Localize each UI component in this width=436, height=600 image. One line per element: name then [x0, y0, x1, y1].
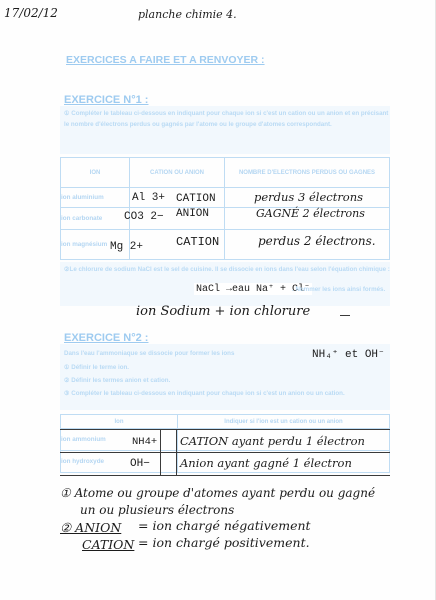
- answer-nh4: CATION ayant perdu 1 électron: [180, 434, 365, 448]
- answer-oh: Anion ayant gagné 1 électron: [180, 456, 352, 470]
- ion-name: ion aluminium: [61, 194, 104, 201]
- ion-name: ion carbonate: [61, 215, 103, 222]
- electrons-mg: perdus 2 électrons.: [258, 234, 376, 248]
- date-handwritten: 17/02/12: [4, 6, 58, 20]
- exercise-1-title: EXERCICE N°1 :: [64, 94, 149, 106]
- ex1-q2-part2: . Nommer les ions ainsi formés.: [292, 286, 386, 293]
- ex1-answer: ion Sodium + ion chlorure: [136, 304, 311, 319]
- main-title: EXERCICES A FAIRE ET A RENVOYER :: [66, 54, 265, 66]
- type-co3: ANION: [176, 208, 210, 220]
- ion-name: ion ammonium: [61, 436, 106, 443]
- formula-oh: OH−: [130, 458, 150, 470]
- answer-2-anion-label: ② ANION: [60, 520, 122, 535]
- ex1-equation: NaCl →eau Na⁺ + Cl⁻: [196, 284, 311, 295]
- formula-mg: Mg 2+: [110, 241, 144, 253]
- electrons-co3: GAGNÉ 2 électrons: [256, 207, 365, 220]
- ex1-col-electrons: NOMBRE D'ELECTRONS PERDUS OU GAGNES: [225, 158, 390, 188]
- ex2-ions: NH₄⁺ et OH⁻: [312, 349, 385, 361]
- ex2-item-2: ② Définir les termes anion et cation.: [64, 377, 171, 384]
- ex2-border-mid: [60, 452, 390, 453]
- planche-handwritten: planche chimie 4.: [138, 8, 237, 21]
- formula-al: Al 3+: [132, 192, 166, 204]
- ex2-border-top: [60, 429, 390, 430]
- ex2-col-answer: Indiquer si l'ion est un cation ou un anion: [178, 415, 390, 429]
- answer-2-anion-def: = ion chargé négativement: [138, 518, 311, 533]
- ex2-border-bottom: [60, 475, 390, 476]
- ion-name: ion magnésium: [61, 241, 108, 248]
- ex1-col-ion: ION: [61, 158, 130, 188]
- formula-co3: CO3 2−: [124, 211, 164, 223]
- exercise-2-title: EXERCICE N°2 :: [64, 332, 149, 344]
- ex2-col-ion: Ion: [61, 415, 178, 429]
- ion-name: ion hydroxyde: [61, 458, 105, 465]
- table-row: [61, 188, 130, 208]
- ex2-intro: Dans l'eau l'ammoniaque se dissocie pour former les ions: [64, 350, 235, 357]
- ex2-item-3: ③ Compléter le tableau ci-dessous en indiquant pour chaque ion si c'est un anion ou un cation.: [64, 390, 345, 397]
- answer-underline: [340, 315, 350, 316]
- ex1-q2-part1: ②Le chlorure de sodium NaCl est le sel de cuisine. Il se dissocie en ions dans l'eau selon l'équation chimique :: [64, 266, 390, 273]
- answer-2-cation-label: CATION: [82, 537, 135, 552]
- ex2-item-1: ① Définir le terme ion.: [64, 364, 130, 371]
- ex1-instruction: ① Compléter le tableau ci-dessous en indiquant pour chaque ion si c'est un cation ou un anion et en précisant le nombre d'électrons perdus ou gagnés par l'atome ou le groupe d'atomes correspondant.: [64, 110, 389, 128]
- table-row: [61, 208, 130, 230]
- answer-1-line2: un ou plusieurs électrons: [80, 503, 235, 517]
- type-al: CATION: [176, 193, 216, 205]
- type-mg: CATION: [176, 235, 220, 249]
- answer-1-line1: ① Atome ou groupe d'atomes ayant perdu ou gagné: [60, 486, 376, 500]
- answer-2-cation-def: = ion chargé positivement.: [138, 535, 310, 550]
- ex2-border-div2: [176, 429, 177, 476]
- ex2-border-div1: [160, 429, 161, 476]
- electrons-al: perdus 3 électrons: [254, 190, 364, 204]
- formula-nh4: NH4+: [132, 436, 158, 448]
- ex1-col-type: CATION OU ANION: [130, 158, 225, 188]
